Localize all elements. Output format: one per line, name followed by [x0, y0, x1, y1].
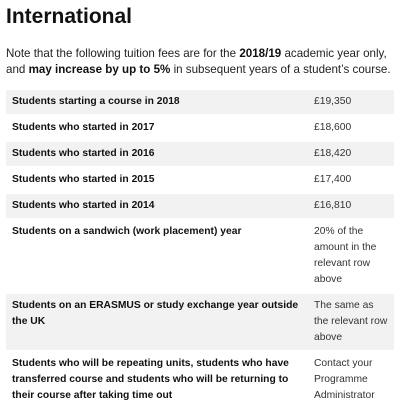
- row-label: Students who started in 2017: [6, 116, 308, 142]
- intro-part-1: Note that the following tuition fees are for the: [6, 47, 240, 60]
- row-fee: Contact your Programme Administrator: [308, 352, 394, 410]
- fees-table: [6, 90, 394, 410]
- row-label: Students on a sandwich (work placement) year: [6, 220, 308, 294]
- row-fee: £16,810: [308, 194, 394, 220]
- page-title: International: [6, 5, 133, 28]
- intro-part-2: academic year only, and: [6, 47, 387, 76]
- table-row: [6, 194, 394, 220]
- table-row: [6, 168, 394, 194]
- row-fee: The same as the relevant row above: [308, 294, 394, 352]
- table-row: [6, 90, 394, 116]
- row-fee: £18,600: [308, 116, 394, 142]
- intro-academic-year: 2018/19: [239, 47, 282, 60]
- table-row: [6, 220, 394, 294]
- row-label: Students who started in 2016: [6, 142, 308, 168]
- intro-increase-note: may increase by up to 5%: [28, 63, 171, 76]
- row-fee: £19,350: [308, 90, 394, 116]
- table-row: [6, 294, 394, 352]
- table-row: [6, 352, 394, 410]
- fees-intro-text: [6, 46, 394, 78]
- row-label: Students who will be repeating units, students who have transferred course and students who will be returning to their course after taking time out: [6, 352, 308, 410]
- intro-part-3: in subsequent years of a student’s course.: [170, 63, 391, 76]
- row-label: Students starting a course in 2018: [6, 90, 308, 116]
- table-row: [6, 142, 394, 168]
- row-label: Students who started in 2014: [6, 194, 308, 220]
- row-fee: 20% of the amount in the relevant row above: [308, 220, 394, 294]
- row-fee: £17,400: [308, 168, 394, 194]
- table-row: [6, 116, 394, 142]
- row-fee: £18,420: [308, 142, 394, 168]
- row-label: Students on an ERASMUS or study exchange year outside the UK: [6, 294, 308, 352]
- row-label: Students who started in 2015: [6, 168, 308, 194]
